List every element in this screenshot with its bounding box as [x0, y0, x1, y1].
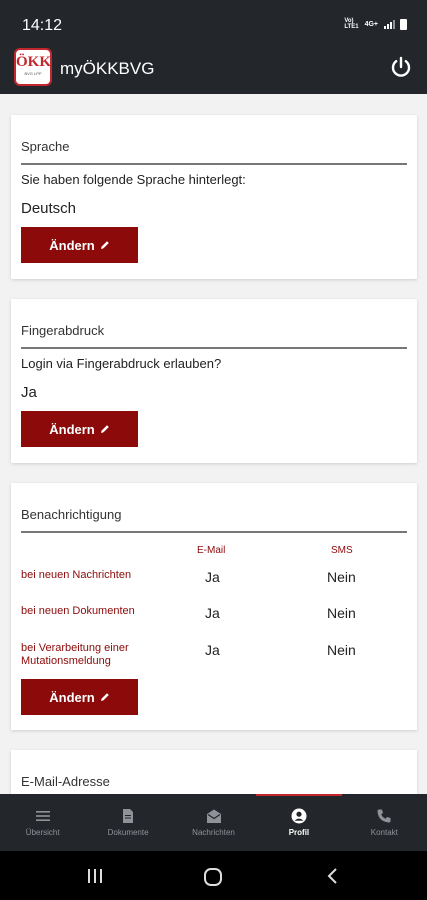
- card-title: Sprache: [21, 139, 70, 154]
- pencil-icon: [100, 240, 110, 250]
- signal-icon: [384, 20, 394, 29]
- back-icon[interactable]: [325, 867, 341, 885]
- sms-setting-value: Nein: [327, 569, 356, 585]
- divider: [21, 347, 407, 349]
- change-fingerprint-button[interactable]: Ändern: [21, 411, 138, 447]
- nav-item-messages[interactable]: Nachrichten: [171, 794, 256, 851]
- email-setting-value: Ja: [205, 569, 220, 585]
- profile-content[interactable]: [0, 94, 427, 794]
- change-language-button[interactable]: Ändern: [21, 227, 138, 263]
- bottom-navigation: [0, 794, 427, 851]
- app-title: myÖKKBVG: [60, 59, 155, 78]
- fingerprint-question: Login via Fingerabdruck erlauben?: [21, 356, 222, 371]
- document-icon: [120, 808, 136, 824]
- notification-card: [11, 483, 417, 730]
- nav-item-contact[interactable]: Kontakt: [342, 794, 427, 851]
- language-description: Sie haben folgende Sprache hinterlegt:: [21, 172, 246, 187]
- language-card: [11, 115, 417, 279]
- pencil-icon: [100, 692, 110, 702]
- nav-item-documents[interactable]: Dokumente: [85, 794, 170, 851]
- active-tab-indicator: [256, 794, 342, 796]
- app-header: [0, 46, 427, 94]
- phone-icon: [376, 808, 392, 824]
- language-value: Deutsch: [21, 200, 77, 217]
- nav-item-profile[interactable]: Profil: [256, 794, 341, 851]
- change-notification-button[interactable]: Ändern: [21, 679, 138, 715]
- notification-row-label: bei Verarbeitung einer Mutationsmeldung: [21, 642, 129, 667]
- home-icon[interactable]: [203, 867, 223, 887]
- mail-open-icon: [206, 808, 222, 824]
- status-bar: [0, 0, 427, 46]
- card-title: Fingerabdruck: [21, 323, 105, 338]
- status-icons: [344, 18, 407, 30]
- system-navigation-bar: [0, 851, 427, 900]
- okk-logo: ÖKK BVG LPP: [14, 48, 52, 86]
- fingerprint-card: [11, 299, 417, 463]
- network-type-label: 4G+: [364, 20, 378, 28]
- status-time: 14:12: [22, 17, 63, 34]
- email-setting-value: Ja: [205, 605, 220, 621]
- volte-icon: Vo) LTE1: [344, 18, 359, 30]
- email-card: [11, 750, 417, 794]
- column-header-sms: SMS: [331, 545, 353, 556]
- email-setting-value: Ja: [205, 642, 220, 658]
- power-icon[interactable]: [389, 55, 413, 79]
- battery-icon: [400, 19, 407, 30]
- notification-row-label: bei neuen Dokumenten: [21, 605, 135, 617]
- notification-row-label: bei neuen Nachrichten: [21, 569, 132, 581]
- nav-item-overview[interactable]: Übersicht: [0, 794, 85, 851]
- divider: [21, 163, 407, 165]
- card-title: E-Mail-Adresse: [21, 774, 110, 789]
- sms-setting-value: Nein: [327, 642, 356, 658]
- divider: [21, 531, 407, 533]
- user-circle-icon: [291, 808, 307, 824]
- sms-setting-value: Nein: [327, 605, 356, 621]
- recent-apps-icon[interactable]: [86, 867, 104, 885]
- column-header-email: E-Mail: [197, 545, 226, 556]
- pencil-icon: [100, 424, 110, 434]
- menu-icon: [35, 808, 51, 824]
- fingerprint-value: Ja: [21, 384, 37, 401]
- card-title: Benachrichtigung: [21, 507, 122, 522]
